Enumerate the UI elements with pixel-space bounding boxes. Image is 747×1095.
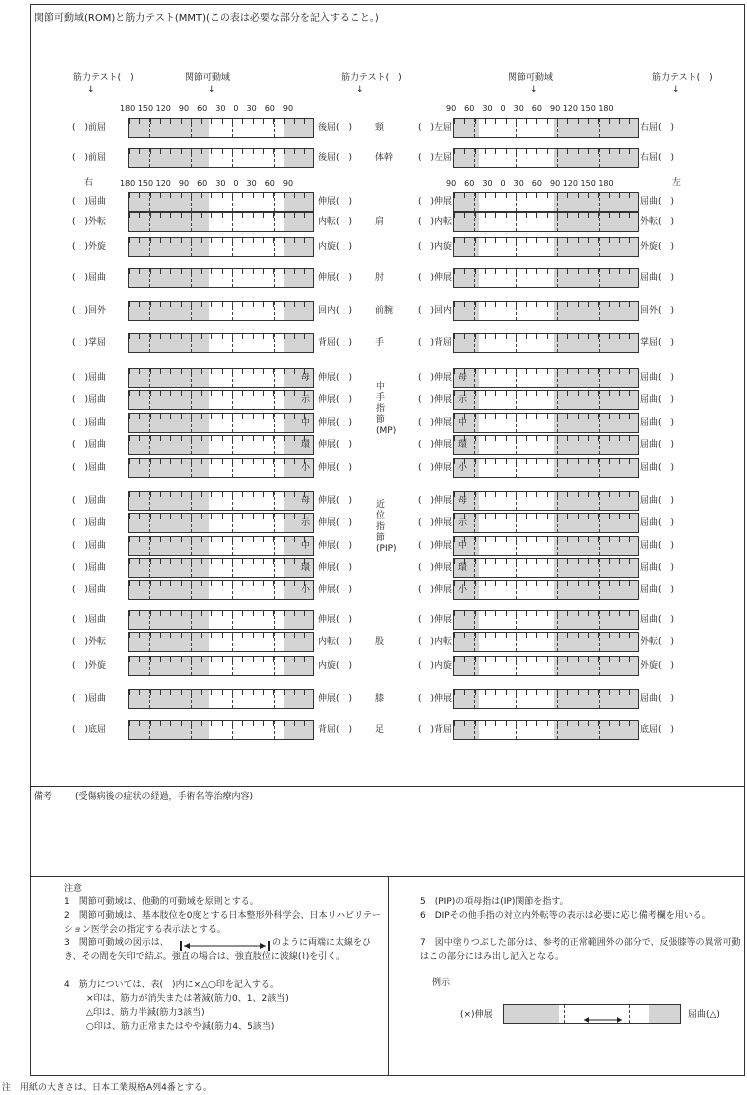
arrow-down-icon: ↓	[530, 85, 538, 95]
row-right-label: 屈曲( )	[640, 496, 675, 506]
row-left-end-label: 伸展( )	[318, 440, 353, 450]
row-left-end-label: 伸展( )	[318, 395, 353, 405]
row-right-label: 屈曲( )	[640, 197, 675, 207]
row-right-start-label: ( )伸展	[418, 694, 453, 704]
joint-label: 肘	[375, 273, 385, 283]
finger-label: 環	[458, 440, 468, 450]
example-right-label: 屈曲(△)	[688, 1010, 720, 1020]
note-5: 5 (PIP)の項母指は(IP)関節を指す。	[420, 897, 569, 907]
mmt-header-right: 筋力テスト( )	[652, 73, 713, 83]
rom-bar[interactable]	[453, 192, 639, 212]
pip-label: 近位指節(PIP)	[376, 500, 397, 554]
remarks-text: (受傷病後の症状の経過，手術名等治療内容)	[75, 792, 254, 802]
rom-bar[interactable]	[128, 558, 314, 578]
joint-label: 足	[375, 725, 385, 735]
joint-label: 膝	[375, 694, 385, 704]
finger-label: 示	[301, 518, 311, 528]
note-3a: 3 関節可動域の図示は、	[64, 938, 169, 948]
note-1: 1 関節可動域は、他動的可動域を原則とする。	[64, 897, 259, 907]
finger-label: 母	[301, 496, 311, 506]
note-3b: のように両端に太線をひき、その間を矢印で結ぶ。強直の場合は、強直肢位に波線(⌇)を引く。	[64, 938, 372, 962]
row-left-end-label: 伸展( )	[318, 615, 353, 625]
rom-bar[interactable]	[128, 632, 314, 652]
note-4-triangle: △印は、筋力半減(筋力3該当)	[86, 1008, 205, 1018]
note-4-x: ×印は、筋力が消失または著減(筋力0、1、2該当)	[86, 994, 289, 1004]
rom-bar[interactable]	[453, 333, 639, 353]
rom-bar[interactable]	[128, 689, 314, 709]
row-left-end-label: 回内( )	[318, 306, 353, 316]
rom-bar[interactable]	[453, 610, 639, 630]
example-bar	[503, 1004, 681, 1024]
rom-bar[interactable]	[453, 368, 639, 388]
row-left-end-label: 内旋( )	[318, 661, 353, 671]
finger-label: 示	[301, 395, 311, 405]
row-left-end-label: 伸展( )	[318, 373, 353, 383]
row-right-label: 屈曲( )	[640, 395, 675, 405]
rom-bar[interactable]	[453, 491, 639, 511]
example-left-label: (×)伸展	[460, 1010, 493, 1020]
row-right-label: 外旋( )	[640, 661, 675, 671]
note-4: 4 筋力については、表( )内に×△○印を記入する。	[64, 980, 279, 990]
joint-label: 肩	[375, 217, 385, 227]
row-right-label: 屈曲( )	[640, 418, 675, 428]
row-right-label: 外転( )	[640, 217, 675, 227]
joint-label: 股	[375, 637, 385, 647]
form-title: 関節可動域(ROM)と筋力テスト(MMT)(この表は必要な部分を記入すること。)	[34, 13, 379, 24]
row-right-start-label: ( )伸展	[418, 615, 453, 625]
row-right-start-label: ( )伸展	[418, 197, 453, 207]
row-right-label: 右屈( )	[640, 153, 675, 163]
rom-bar[interactable]	[128, 237, 314, 257]
joint-label: 手	[375, 338, 385, 348]
rom-header-right: 関節可動域	[508, 73, 554, 83]
row-left-label: ( )屈曲	[72, 373, 107, 383]
rom-bar[interactable]	[453, 118, 639, 138]
row-left-label: ( )屈曲	[72, 395, 107, 405]
rom-bar[interactable]	[453, 689, 639, 709]
row-right-label: 屈曲( )	[640, 563, 675, 573]
row-right-label: 屈曲( )	[640, 694, 675, 704]
row-right-start-label: ( )内旋	[418, 661, 453, 671]
rom-header-left: 関節可動域	[185, 73, 231, 83]
row-left-end-label: 伸展( )	[318, 541, 353, 551]
row-right-start-label: ( )左屈	[418, 123, 453, 133]
rom-bar[interactable]	[128, 368, 314, 388]
row-right-label: 屈曲( )	[640, 518, 675, 528]
rom-bar[interactable]	[128, 301, 314, 321]
row-right-start-label: ( )背屈	[418, 725, 453, 735]
divider	[388, 876, 389, 1076]
rom-bar[interactable]	[453, 301, 639, 321]
scale-left-top: 180 150 120 90 60 30 0 30 60 90	[120, 104, 294, 113]
rom-bar[interactable]	[128, 413, 314, 433]
row-left-end-label: 背屈( )	[318, 725, 353, 735]
rom-bar[interactable]	[128, 435, 314, 455]
row-left-end-label: 背屈( )	[318, 338, 353, 348]
row-right-start-label: ( )伸展	[418, 418, 453, 428]
joint-label: 頸	[375, 123, 385, 133]
row-right-start-label: ( )伸展	[418, 518, 453, 528]
arrow-down-icon: ↓	[208, 85, 216, 95]
divider	[30, 786, 745, 787]
row-left-label: ( )回外	[72, 306, 107, 316]
row-right-label: 底屈( )	[640, 725, 675, 735]
rom-bar[interactable]	[128, 580, 314, 600]
finger-label: 中	[458, 418, 468, 428]
row-left-label: ( )屈曲	[72, 418, 107, 428]
row-left-label: ( )外旋	[72, 242, 107, 252]
finger-label: 環	[458, 563, 468, 573]
row-right-start-label: ( )伸展	[418, 463, 453, 473]
row-right-start-label: ( )背屈	[418, 338, 453, 348]
row-left-label: ( )屈曲	[72, 541, 107, 551]
rom-bar[interactable]	[453, 458, 639, 478]
row-left-label: ( )前屈	[72, 153, 107, 163]
row-right-start-label: ( )左屈	[418, 153, 453, 163]
mmt-header-mid: 筋力テスト( )	[341, 73, 402, 83]
side-label-left: 左	[672, 178, 682, 188]
row-left-label: ( )掌屈	[72, 338, 107, 348]
rom-bar[interactable]	[453, 413, 639, 433]
row-right-label: 屈曲( )	[640, 273, 675, 283]
row-right-label: 屈曲( )	[640, 615, 675, 625]
rom-bar[interactable]	[453, 536, 639, 556]
row-left-label: ( )外転	[72, 217, 107, 227]
row-right-label: 屈曲( )	[640, 585, 675, 595]
row-right-label: 掌屈( )	[640, 338, 675, 348]
row-left-label: ( )屈曲	[72, 585, 107, 595]
finger-label: 示	[458, 395, 468, 405]
rom-bar[interactable]	[453, 435, 639, 455]
rom-bar[interactable]	[453, 390, 639, 410]
row-right-start-label: ( )伸展	[418, 541, 453, 551]
scale-left-mid: 180 150 120 90 60 30 0 30 60 90	[120, 179, 294, 188]
remarks-label: 備考	[34, 792, 53, 802]
row-left-end-label: 伸展( )	[318, 585, 353, 595]
rom-bar[interactable]	[128, 513, 314, 533]
rom-bar[interactable]	[128, 148, 314, 168]
joint-label: 体幹	[375, 153, 394, 163]
example-label: 例示	[432, 978, 451, 988]
rom-bar[interactable]	[453, 580, 639, 600]
finger-label: 中	[458, 541, 468, 551]
finger-label: 小	[301, 463, 311, 473]
row-left-label: ( )外転	[72, 637, 107, 647]
row-left-label: ( )外旋	[72, 661, 107, 671]
row-left-end-label: 伸展( )	[318, 418, 353, 428]
rom-bar[interactable]	[128, 212, 314, 232]
rom-bar[interactable]	[453, 632, 639, 652]
row-right-start-label: ( )伸展	[418, 273, 453, 283]
row-right-start-label: ( )伸展	[418, 496, 453, 506]
finger-label: 小	[458, 585, 468, 595]
row-right-label: 外転( )	[640, 637, 675, 647]
row-left-label: ( )屈曲	[72, 440, 107, 450]
row-left-end-label: 伸展( )	[318, 496, 353, 506]
rom-bar[interactable]	[453, 656, 639, 676]
rom-bar[interactable]	[453, 268, 639, 288]
row-left-end-label: 内転( )	[318, 637, 353, 647]
row-left-end-label: 後屈( )	[318, 123, 353, 133]
row-right-label: 回外( )	[640, 306, 675, 316]
rom-bar[interactable]	[128, 333, 314, 353]
finger-label: 環	[301, 440, 311, 450]
rom-bar[interactable]	[128, 610, 314, 630]
rom-bar[interactable]	[128, 268, 314, 288]
side-label-right: 右	[84, 178, 94, 188]
footer-note: 注 用紙の大きさは、日本工業規格A列4番とする。	[2, 1083, 212, 1093]
notes-heading: 注意	[64, 884, 83, 894]
row-left-end-label: 伸展( )	[318, 563, 353, 573]
arrow-down-icon: ↓	[87, 85, 95, 95]
note-6: 6 DIPその他手指の対立内外転等の表示は必要に応じ備考欄を用いる。	[420, 911, 711, 921]
row-right-start-label: ( )内旋	[418, 242, 453, 252]
row-right-label: 屈曲( )	[640, 440, 675, 450]
row-right-label: 屈曲( )	[640, 373, 675, 383]
scale-right-top: 90 60 30 0 30 60 90 120 150 180	[446, 104, 614, 113]
note-2: 2 関節可動域は、基本肢位を0度とする日本整形外科学会、日本リハビリテーション医学会の指定する表示法とする。	[64, 911, 382, 935]
row-left-end-label: 内転( )	[318, 217, 353, 227]
finger-label: 母	[301, 373, 311, 383]
row-left-end-label: 伸展( )	[318, 463, 353, 473]
row-right-start-label: ( )伸展	[418, 373, 453, 383]
rom-bar[interactable]	[128, 720, 314, 740]
row-left-end-label: 伸展( )	[318, 518, 353, 528]
row-left-label: ( )屈曲	[72, 496, 107, 506]
row-left-end-label: 伸展( )	[318, 197, 353, 207]
row-right-label: 右屈( )	[640, 123, 675, 133]
row-left-label: ( )屈曲	[72, 518, 107, 528]
rom-bar[interactable]	[128, 390, 314, 410]
row-right-start-label: ( )伸展	[418, 585, 453, 595]
rom-bar[interactable]	[128, 458, 314, 478]
row-left-label: ( )屈曲	[72, 563, 107, 573]
row-right-start-label: ( )伸展	[418, 563, 453, 573]
rom-bar[interactable]	[453, 212, 639, 232]
note-4-circle: ○印は、筋力正常またはやや減(筋力4、5該当)	[86, 1022, 275, 1032]
mmt-header-left: 筋力テスト( )	[73, 73, 134, 83]
row-right-label: 屈曲( )	[640, 463, 675, 473]
row-left-label: ( )前屈	[72, 123, 107, 133]
rom-bar[interactable]	[128, 656, 314, 676]
row-left-label: ( )屈曲	[72, 694, 107, 704]
finger-label: 小	[301, 585, 311, 595]
row-right-start-label: ( )回内	[418, 306, 453, 316]
rom-bar[interactable]	[128, 192, 314, 212]
arrow-down-icon: ↓	[672, 85, 680, 95]
row-right-label: 屈曲( )	[640, 541, 675, 551]
row-left-end-label: 伸展( )	[318, 694, 353, 704]
row-right-start-label: ( )伸展	[418, 395, 453, 405]
finger-label: 母	[458, 373, 468, 383]
row-left-end-label: 内旋( )	[318, 242, 353, 252]
row-left-label: ( )屈曲	[72, 463, 107, 473]
row-left-label: ( )屈曲	[72, 615, 107, 625]
row-right-start-label: ( )伸展	[418, 440, 453, 450]
finger-label: 母	[458, 496, 468, 506]
rom-bar[interactable]	[128, 536, 314, 556]
rom-bar[interactable]	[453, 558, 639, 578]
row-left-label: ( )屈曲	[72, 273, 107, 283]
finger-label: 示	[458, 518, 468, 528]
arrow-down-icon: ↓	[356, 85, 364, 95]
row-left-end-label: 伸展( )	[318, 273, 353, 283]
mp-label: 中手指節(MP)	[376, 382, 397, 436]
finger-label: 中	[301, 541, 311, 551]
rom-bar[interactable]	[453, 720, 639, 740]
row-right-start-label: ( )内転	[418, 637, 453, 647]
row-left-end-label: 後屈( )	[318, 153, 353, 163]
finger-label: 環	[301, 563, 311, 573]
rom-bar[interactable]	[128, 118, 314, 138]
rom-bar[interactable]	[453, 237, 639, 257]
row-left-label: ( )屈曲	[72, 197, 107, 207]
rom-bar[interactable]	[128, 491, 314, 511]
rom-bar[interactable]	[453, 513, 639, 533]
scale-right-mid: 90 60 30 0 30 60 90 120 150 180	[446, 179, 614, 188]
joint-label: 前腕	[375, 306, 394, 316]
note-7: 7 図中塗りつぶした部分は、参考的正常範囲外の部分で、反張膝等の異常可動はこの部分にはみ出し記入となる。	[420, 938, 741, 962]
row-right-label: 外旋( )	[640, 242, 675, 252]
row-left-label: ( )底屈	[72, 725, 107, 735]
finger-label: 小	[458, 463, 468, 473]
row-right-start-label: ( )内転	[418, 217, 453, 227]
rom-bar[interactable]	[453, 148, 639, 168]
finger-label: 中	[301, 418, 311, 428]
